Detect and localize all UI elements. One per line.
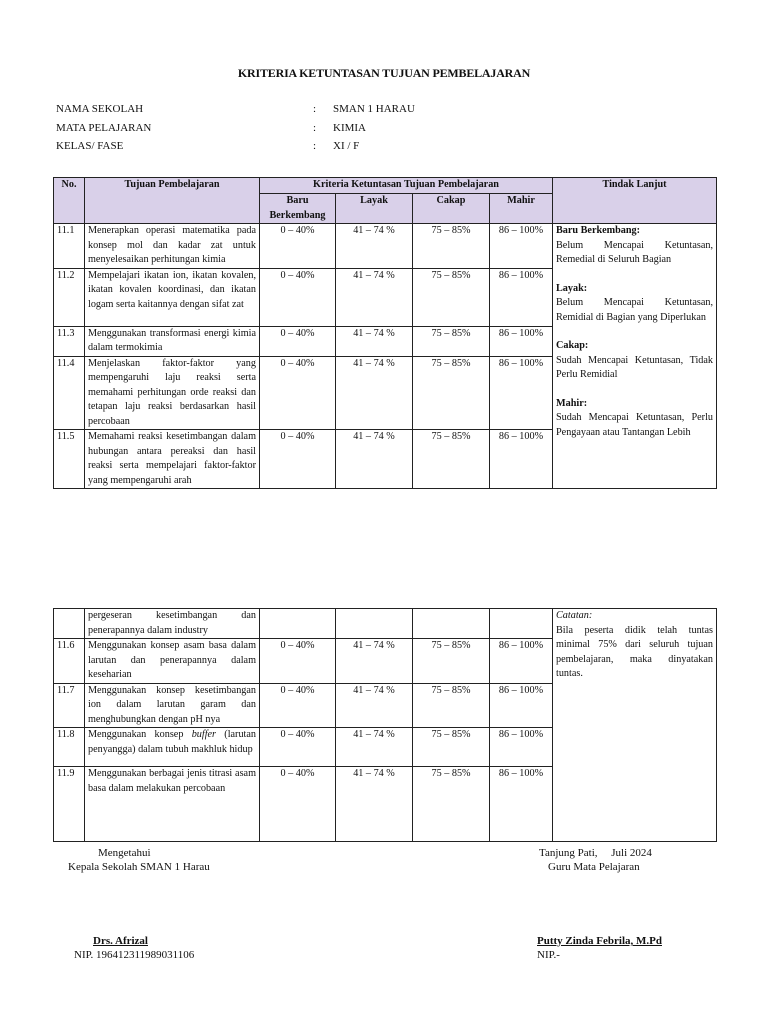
range-mahir: 86 – 100% <box>490 268 553 326</box>
sign-right-position: Guru Mata Pelajaran <box>548 861 640 873</box>
range-cakap: 75 – 85% <box>413 356 490 430</box>
sign-left-mengetahui: Mengetahui <box>98 847 151 859</box>
tl-text-layak: Belum Mencapai Ketuntasan, Remidial di Bagian yang Diperlukan <box>556 297 713 323</box>
range-baru: 0 – 40% <box>260 639 336 684</box>
table-row <box>54 224 717 269</box>
header-cakap: Cakap <box>413 194 490 224</box>
objective-text-end: (larutan penyangga) dalam tubuh makhluk hidup <box>88 729 256 755</box>
sign-right-place-date: Tanjung Pati, Juli 2024 <box>539 847 652 859</box>
row-number: 11.7 <box>54 683 85 728</box>
info-label: NAMA SEKOLAH <box>56 103 144 115</box>
tl-head-mahir: Mahir: <box>556 397 588 409</box>
range-baru: 0 – 40% <box>260 430 336 489</box>
tl-head-cakap: Cakap: <box>556 340 589 351</box>
range-mahir: 86 – 100% <box>490 224 553 269</box>
table-row-continuation <box>54 609 717 639</box>
header-kriteria: Kriteria Ketuntasan Tujuan Pembelajaran <box>260 178 553 194</box>
range-mahir: 86 – 100% <box>490 683 553 728</box>
sign-left-name: Drs. Afrizal <box>93 935 148 947</box>
range-baru: 0 – 40% <box>260 268 336 326</box>
info-value: SMAN 1 HARAU <box>333 103 415 115</box>
range-mahir: 86 – 100% <box>490 326 553 356</box>
range-baru: 0 – 40% <box>260 326 336 356</box>
row-number: 11.5 <box>54 430 85 489</box>
row-number: 11.6 <box>54 639 85 684</box>
row-objective: Menerapkan operasi matematika pada konsep mol dan kadar zat untuk menyelesaikan perhitungan kimia <box>85 224 260 269</box>
tindak-lanjut-cell <box>553 224 717 489</box>
range-cakap: 75 – 85% <box>413 268 490 326</box>
objective-text-italic: buffer <box>191 729 217 740</box>
kktp-table-page2 <box>53 608 717 842</box>
row-objective-continuation: pergeseran kesetimbangan dan penerapannya dalam industry <box>85 609 260 639</box>
row-number: 11.4 <box>54 356 85 430</box>
range-baru: 0 – 40% <box>260 356 336 430</box>
range-cakap: 75 – 85% <box>413 639 490 684</box>
range-mahir: 86 – 100% <box>490 430 553 489</box>
tl-text-mahir: Sudah Mencapai Ketuntasan, Perlu Pengayaan atau Tantangan Lebih <box>556 412 713 438</box>
tl-text-baru: Belum Mencapai Ketuntasan, Remedial di Seluruh Bagian <box>556 239 713 265</box>
range-layak: 41 – 74 % <box>336 728 413 767</box>
header-baru-berkembang: Baru Berkembang <box>260 194 336 224</box>
catatan-cell <box>553 609 717 842</box>
catatan-label: Catatan: <box>556 610 593 621</box>
range-cakap: 75 – 85% <box>413 728 490 767</box>
catatan-text: Bila peserta didik telah tuntas minimal 75% dari seluruh tujuan pembelajaran, maka dinyatakan tuntas. <box>556 624 713 679</box>
range-layak: 41 – 74 % <box>336 430 413 489</box>
sign-left-position: Kepala Sekolah SMAN 1 Harau <box>68 861 210 873</box>
info-label: KELAS/ FASE <box>56 140 124 152</box>
row-number: 11.9 <box>54 767 85 842</box>
info-colon: : <box>313 103 317 115</box>
row-objective: Menggunakan transformasi energi kimia dalam termokimia <box>85 326 260 356</box>
info-colon: : <box>313 122 317 134</box>
range-layak: 41 – 74 % <box>336 224 413 269</box>
row-objective: Menggunakan konsep kesetimbangan ion dalam larutan garam dan menghubungkan dengan pH nya <box>85 683 260 728</box>
range-cakap: 75 – 85% <box>413 224 490 269</box>
row-objective: Menggunakan berbagai jenis titrasi asam basa dalam melakukan percobaan <box>85 767 260 842</box>
info-label: MATA PELAJARAN <box>56 122 152 134</box>
header-tujuan: Tujuan Pembelajaran <box>85 178 260 224</box>
range-cakap: 75 – 85% <box>413 326 490 356</box>
range-layak: 41 – 74 % <box>336 268 413 326</box>
sign-left-nip: NIP. 196412311989031106 <box>74 949 195 961</box>
document-title: KRITERIA KETUNTASAN TUJUAN PEMBELAJARAN <box>237 66 531 80</box>
range-mahir: 86 – 100% <box>490 728 553 767</box>
objective-text-start: Menggunakan konsep <box>88 729 192 740</box>
info-value: XI / F <box>333 140 360 152</box>
range-layak: 41 – 74 % <box>336 639 413 684</box>
range-cakap: 75 – 85% <box>413 430 490 489</box>
row-objective: Mempelajari ikatan ion, ikatan kovalen, ikatan kovalen koordinasi, dan ikatan logam serta kaitannya dengan sifat zat <box>85 268 260 326</box>
range-mahir: 86 – 100% <box>490 356 553 430</box>
range-cakap: 75 – 85% <box>413 683 490 728</box>
range-baru: 0 – 40% <box>260 728 336 767</box>
range-baru: 0 – 40% <box>260 767 336 842</box>
range-mahir: 86 – 100% <box>490 767 553 842</box>
row-number: 11.3 <box>54 326 85 356</box>
range-layak: 41 – 74 % <box>336 356 413 430</box>
kktp-table-page1 <box>53 177 717 489</box>
info-value: KIMIA <box>333 122 366 134</box>
range-cakap: 75 – 85% <box>413 767 490 842</box>
range-baru: 0 – 40% <box>260 224 336 269</box>
row-number: 11.2 <box>54 268 85 326</box>
info-colon: : <box>313 140 317 152</box>
sign-right-name: Putty Zinda Febrila, M.Pd <box>537 935 662 947</box>
header-no: No. <box>54 178 85 224</box>
tl-head-baru: Baru Berkembang: <box>556 225 641 236</box>
tl-text-cakap: Sudah Mencapai Ketuntasan, Tidak Perlu Remidial <box>556 354 713 380</box>
row-objective: Menggunakan konsep asam basa dalam larutan dan penerapannya dalam keseharian <box>85 639 260 684</box>
row-objective: Menjelaskan faktor-faktor yang mempengaruhi laju reaksi serta memahami perhitungan orde reaksi dan tetapan laju reaksi berdasarkan hasil percobaan <box>85 356 260 430</box>
range-layak: 41 – 74 % <box>336 767 413 842</box>
range-layak: 41 – 74 % <box>336 326 413 356</box>
row-objective <box>85 728 260 767</box>
range-layak: 41 – 74 % <box>336 683 413 728</box>
sign-right-nip: NIP.- <box>537 949 560 961</box>
tl-head-layak: Layak: <box>556 282 588 294</box>
row-number: 11.1 <box>54 224 85 269</box>
row-objective: Memahami reaksi kesetimbangan dalam hubungan antara pereaksi dan hasil reaksi serta mempelajari faktor-faktor yang mempengaruhi arah <box>85 430 260 489</box>
range-mahir: 86 – 100% <box>490 639 553 684</box>
header-mahir: Mahir <box>490 194 553 224</box>
row-number: 11.8 <box>54 728 85 767</box>
header-tindak-lanjut: Tindak Lanjut <box>553 178 717 224</box>
header-layak: Layak <box>336 194 413 224</box>
range-baru: 0 – 40% <box>260 683 336 728</box>
